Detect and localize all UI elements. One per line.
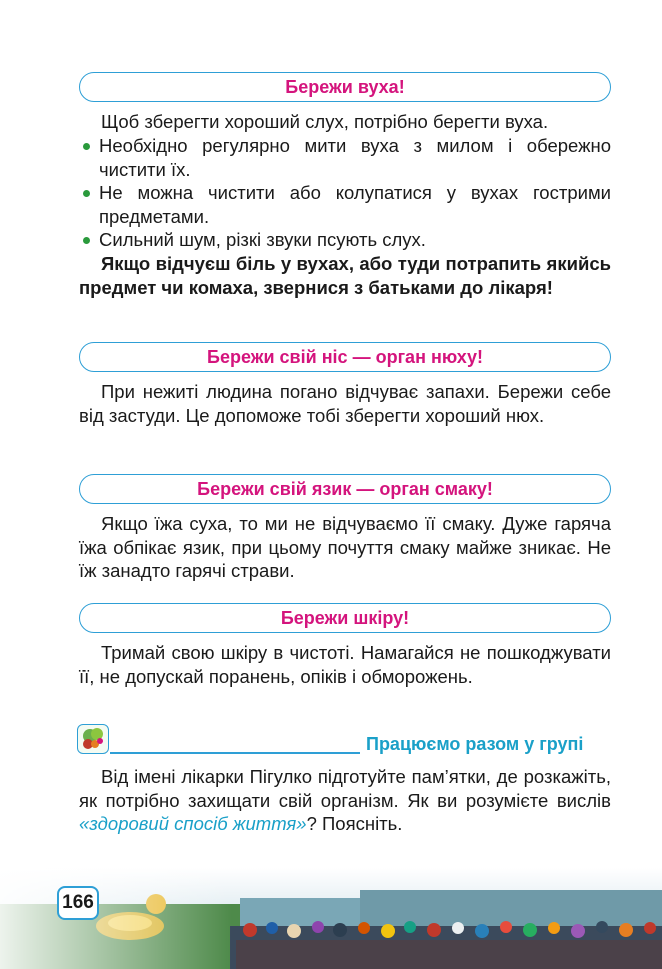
page-number: 166 bbox=[57, 886, 99, 920]
tongue-text bbox=[79, 512, 611, 583]
group-quote: «здоровий спосіб життя» bbox=[79, 813, 307, 834]
group-work-title: Працюємо разом у групі bbox=[366, 734, 584, 754]
section-title-tongue-text: Бережи свій язик — орган смаку! bbox=[197, 478, 493, 499]
section-title-nose-text: Бережи свій ніс — орган нюху! bbox=[207, 346, 483, 367]
section-title-ears-text: Бережи вуха! bbox=[285, 76, 405, 97]
ears-intro bbox=[79, 110, 611, 134]
ears-warning-text: Якщо відчуєш біль у вухах, або туди потрапить якийсь предмет чи комаха, звернися з батьками до лікаря! bbox=[79, 253, 611, 298]
ears-intro-text: Щоб зберегти хороший слух, потрібно берегти вуха. bbox=[101, 111, 549, 132]
skin-text bbox=[79, 641, 611, 688]
group-work-icon bbox=[77, 724, 109, 754]
skin-text-content: Тримай свою шкіру в чистоті. Намагайся не пошкоджувати її, не допускай поранень, опіків і обморожень. bbox=[79, 642, 611, 687]
section-title-skin bbox=[79, 603, 611, 633]
nose-text bbox=[79, 380, 611, 427]
list-item: Не можна чистити або колупатися у вухах гострими предметами. bbox=[79, 181, 611, 228]
ears-bullet-list bbox=[79, 134, 611, 252]
ears-warning bbox=[79, 252, 611, 299]
section-title-skin-text: Бережи шкіру! bbox=[280, 607, 410, 628]
group-work-text bbox=[79, 765, 611, 836]
group-text-after: ? Поясніть. bbox=[306, 813, 403, 834]
section-title-ears bbox=[79, 72, 611, 102]
group-text-before: Від імені лікарки Пігулко підготуйте пам’ятки, де розкажіть, як потрібно захищати свій організм. Як ви розумієте вислів bbox=[79, 766, 611, 811]
group-heading-line bbox=[110, 752, 360, 754]
nose-text-content: При нежиті людина погано відчуває запахи. Бережи себе від застуди. Це допоможе тобі зберегти хороший нюх. bbox=[79, 381, 611, 426]
section-title-nose bbox=[79, 342, 611, 372]
list-item: Необхідно регулярно мити вуха з милом і обережно чистити їх. bbox=[79, 134, 611, 181]
footer-crowd-photo bbox=[0, 868, 662, 969]
section-title-tongue bbox=[79, 474, 611, 504]
list-item: Сильний шум, різкі звуки псують слух. bbox=[79, 228, 611, 252]
tongue-text-content: Якщо їжа суха, то ми не відчуваємо її смаку. Дуже гаряча їжа обпікає язик, при цьому почуття смаку майже зникає. Не їж занадто гарячі страви. bbox=[79, 513, 611, 581]
